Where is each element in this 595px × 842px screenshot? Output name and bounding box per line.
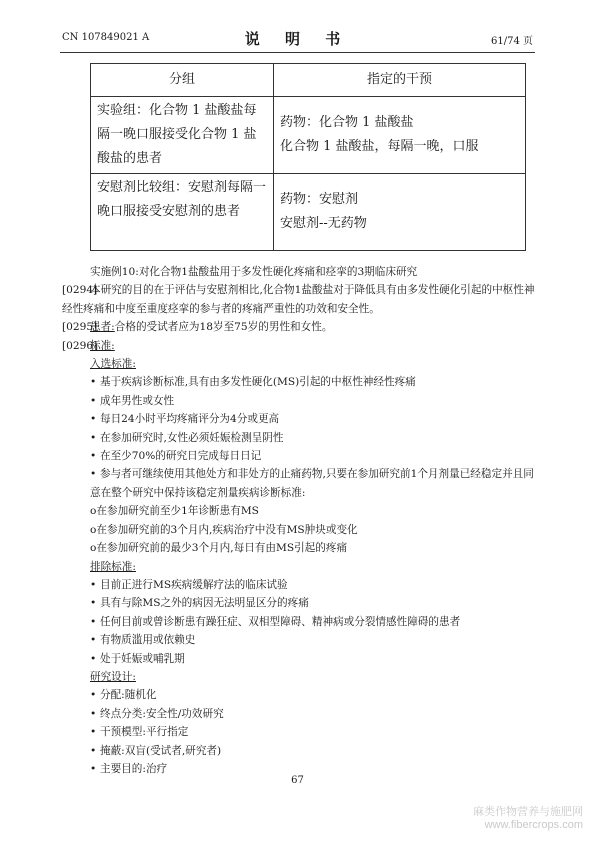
intervention-line: 化合物 1 盐酸盐，每隔一晚，口服 <box>280 139 479 154</box>
patent-number: CN 107849021 A <box>62 32 150 43</box>
list-item: • 参与者可继续使用其他处方和非处方的止痛药物,只要在参加研究前1个月剂量已经稳定并且同意在整个研究中保持该稳定剂量疾病诊断标准: <box>90 468 534 499</box>
body-text <box>62 263 535 778</box>
list-item: • 主要目的:治疗 <box>90 762 168 775</box>
table-row <box>91 97 526 174</box>
watermark-url: www.fibercrops.com <box>484 819 583 831</box>
intervention-line: 药物：安慰剂 <box>280 192 359 207</box>
document-title: 说 明 书 <box>244 30 351 48</box>
list-item: • 分配:随机化 <box>90 689 157 702</box>
list-item: • 有物质滥用或依赖史 <box>90 634 196 647</box>
list-item: • 任何目前或曾诊断患有躁狂症、双相型障碍、精神病或分裂情感性障碍的患者 <box>90 615 461 628</box>
exclusion-heading: 排除标准: <box>90 560 136 573</box>
paragraph-number: [0294] <box>62 284 98 297</box>
page-number: 67 <box>291 775 304 786</box>
list-item: • 处于妊娠或哺乳期 <box>90 652 185 665</box>
table-cell-intervention <box>274 174 526 251</box>
criteria-label: 标准: <box>90 339 115 352</box>
list-item: • 具有与除MS之外的病因无法明显区分的疼痛 <box>90 597 309 610</box>
list-item: • 干预模型:平行指定 <box>90 726 189 739</box>
paragraph-text: 本研究的目的在于评估与安慰剂相比,化合物1盐酸盐对于降低具有由多发性硬化引起的中枢性神经性疼痛和中度至重度痉挛的参与者的疼痛严重性的功效和安全性。 <box>62 284 535 315</box>
intervention-line: 药物：化合物 1 盐酸盐 <box>280 115 414 130</box>
paragraph-number: [0295] <box>62 321 98 334</box>
design-heading: 研究设计: <box>90 670 136 683</box>
list-item: • 成年男性或女性 <box>90 394 175 407</box>
paragraph-number: [0296] <box>62 339 98 352</box>
table-row <box>91 174 526 251</box>
list-item: • 基于疾病诊断标准,具有由多发性硬化(MS)引起的中枢性神经性疼痛 <box>90 376 416 389</box>
table-header-intervention: 指定的干预 <box>274 64 526 97</box>
table-cell-group: 安慰剂比较组：安慰剂每隔一晚口服接受安慰剂的患者 <box>91 174 274 251</box>
intervention-table <box>90 63 526 251</box>
list-item: • 掩蔽:双盲(受试者,研究者) <box>90 744 222 757</box>
list-item: • 终点分类:安全性/功效研究 <box>90 707 224 720</box>
watermark-name: 麻类作物营养与施肥网 <box>473 806 583 818</box>
list-item: • 目前正进行MS疾病缓解疗法的临床试验 <box>90 578 288 591</box>
table-header-row <box>91 64 526 97</box>
sub-list-item: o在参加研究前的3个月内,疾病治疗中没有MS肿块或变化 <box>90 523 358 536</box>
paragraph-0296 <box>62 337 535 355</box>
table-cell-group: 实验组：化合物 1 盐酸盐每隔一晚口服接受化合物 1 盐酸盐的患者 <box>91 97 274 174</box>
sub-list-item: o在参加研究前至少1年诊断患有MS <box>90 505 259 518</box>
list-item: • 每日24小时平均疼痛评分为4分或更高 <box>90 413 280 426</box>
example-heading: 实施例10:对化合物1盐酸盐用于多发性硬化疼痛和痉挛的3期临床研究 <box>90 266 418 278</box>
page-indicator: 61/74 页 <box>491 36 533 47</box>
patients-label: 患者: <box>90 321 115 334</box>
table-header-group: 分组 <box>91 64 274 97</box>
header-rule <box>60 52 535 53</box>
watermark <box>473 806 583 832</box>
inclusion-heading: 入选标准: <box>90 358 136 371</box>
paragraph-text: 合格的受试者应为18岁至75岁的男性和女性。 <box>114 321 333 334</box>
paragraph-0294 <box>62 281 535 318</box>
table-cell-intervention <box>274 97 526 174</box>
list-item: • 在至少70%的研究日完成每日日记 <box>90 450 262 463</box>
sub-list-item: o在参加研究前的最少3个月内,每日有由MS引起的疼痛 <box>90 542 348 555</box>
intervention-line: 安慰剂--无药物 <box>280 216 367 231</box>
list-item: • 在参加研究时,女性必须妊娠检测呈阴性 <box>90 431 284 444</box>
paragraph-0295 <box>62 318 535 336</box>
